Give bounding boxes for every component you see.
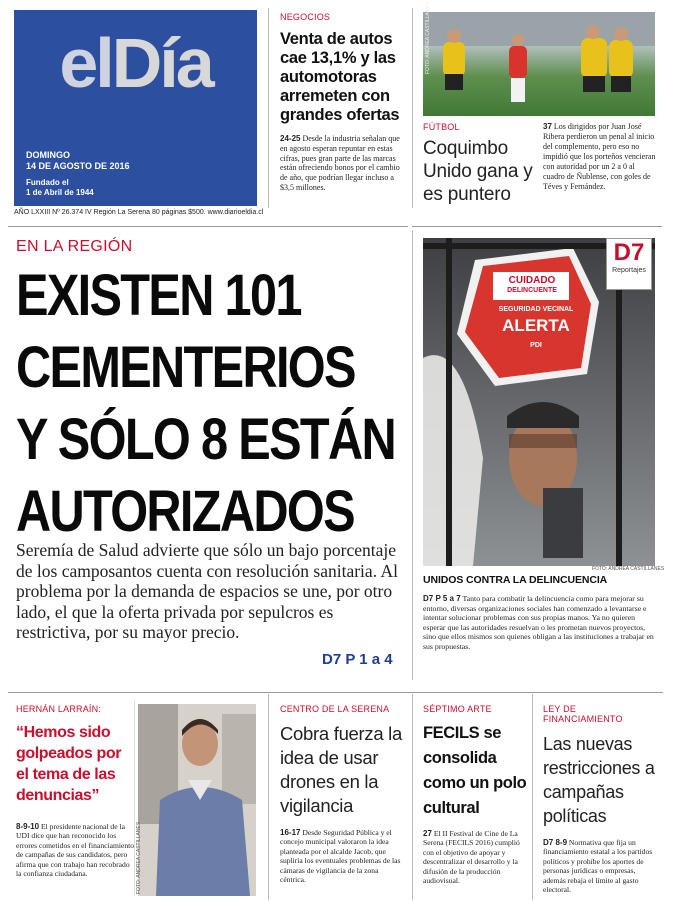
story-headline[interactable]: Las nuevas restricciones a campañas políticas (543, 734, 655, 826)
feature-body: D7 P 5 a 7 Tanto para combatir la delincuencia como para mejorar su entorno, diversas organizaciones sociales han comenzado a levantarse e intentar solucionar problemas con sus propias manos. Ya no quieren esperar que las autoridades resuelvan o les prometan nuevos proyectos, sino que ellos mismos son quienes obligan a las instituciones a trabajar en sus propuestas. (423, 594, 654, 651)
photo-credit: FOTO: ANDREA CASTILLANES (136, 821, 142, 894)
centro-story[interactable] (280, 704, 406, 884)
feature-photo[interactable] (423, 238, 655, 566)
sign-alert: SEGURIDAD VECINAL ALERTA PDI (498, 306, 574, 349)
football-players-image (423, 12, 655, 116)
newspaper-logo: elDía (59, 24, 212, 102)
futbol-story[interactable] (423, 122, 533, 206)
story-headline[interactable]: Venta de autos cae 13,1% y las automotoras arremeten con grandes ofertas (280, 30, 400, 124)
masthead[interactable] (14, 10, 257, 206)
main-headline[interactable]: EXISTEN 101 CEMENTERIOS Y SÓLO 8 ESTÁN AUTORIZADOS (16, 263, 395, 544)
main-story[interactable] (16, 238, 411, 548)
larrain-body: 8-9-10 El presidente nacional de la UDI dice que han reconocido los errores cometidos en el financiamiento de campañas de sus candidatos, pero afirma que con trabajo han recobrado la confianza ciudadana. (16, 822, 135, 879)
portrait-image (138, 704, 256, 896)
section-badge-d7[interactable]: D7 Reportajes (606, 238, 652, 290)
larrain-story[interactable] (16, 704, 136, 806)
story-body: D7 8-9 Normativa que fija un financiamiento estatal a los partidos políticos y prohíbe los aportes de personas jurídicas o empresas, además rebaja el límite al gasto electoral. (543, 838, 653, 895)
section-label: EN LA REGIÓN (16, 238, 133, 255)
section-label: NEGOCIOS (280, 12, 331, 22)
section-label: LEY DE FINANCIAMIENTO (543, 704, 623, 724)
section-label: SÉPTIMO ARTE (423, 704, 492, 714)
imprint-line: AÑO LXXIII Nº 26.374 IV Región La Serena 80 páginas $500. www.diarioeldia.cl (14, 209, 264, 216)
ley-story[interactable] (543, 704, 658, 894)
main-deck: Seremía de Salud advierte que sólo un bajo porcentaje de los camposantos cuenta con resolución sanitaria. Al problema por la demanda de espacios se une, por otro lado, el que la oferta privada por sepulcros es restrictiva, por su mayor precio. (16, 540, 398, 642)
edition-date: DOMINGO 14 DE AGOSTO DE 2016 (26, 150, 130, 171)
story-body: 16-17 Desde Seguridad Pública y el concejo municipal valoraron la idea planteada por el alcalde Jacob, que supliría los eventuales problemas de las cámaras de vigilancia de la zona céntrica. (280, 828, 401, 885)
larrain-photo[interactable] (138, 704, 256, 896)
section-label: CENTRO DE LA SERENA (280, 704, 390, 714)
story-headline[interactable]: Cobra fuerza la idea de usar drones en la vigilancia (280, 723, 402, 816)
sign-text: CUIDADO DELINCUENTE (507, 275, 557, 294)
feature-headline[interactable]: UNIDOS CONTRA LA DELINCUENCIA (423, 574, 608, 586)
page-reference[interactable]: D7 P 1 a 4 (322, 651, 393, 668)
story-body: 27 El II Festival de Cine de La Serena (FECILS 2016) cumplió con el objetivo de apoyar y descentralizar el desarrollo y la difusión de la producción audiovisual. (423, 829, 520, 886)
founded-date: Fundado el 1 de Abril de 1944 (26, 178, 94, 197)
football-photo[interactable] (423, 1, 655, 116)
section-label: FÚTBOL (423, 122, 460, 132)
story-headline[interactable]: Coquimbo Unido gana y es puntero (423, 138, 533, 205)
section-label: HERNÁN LARRAÍN: (16, 704, 102, 714)
negocios-story[interactable] (280, 12, 405, 193)
futbol-body: 37 Los dirigidos por Juan José Ribera perdieron un penal al inicio del complemento, pero eso no impidió que los porteños vencieran con autoridad por un 2 a 0 al cuadro de Ñublense, con goles de Téves y Fernández. (543, 122, 656, 191)
photo-credit: FOTO: ANDREA CASTILLANES (592, 566, 665, 572)
photo-credit: FOTO: ANDREA CASTILLANES (425, 1, 431, 74)
story-headline[interactable]: FECILS se consolida como un polo cultural (423, 724, 527, 817)
septimo-story[interactable] (423, 704, 527, 885)
story-quote[interactable]: “Hemos sido golpeados por el tema de las denuncias” (16, 724, 122, 804)
story-body: 24-25 Desde la industria señalan que en agosto esperan repuntar en estas cifras, pues gran parte de las marcas están ofreciendo bonos por el cambio de año, que podrían llegar incluso a $3,5 millones. (280, 134, 400, 192)
